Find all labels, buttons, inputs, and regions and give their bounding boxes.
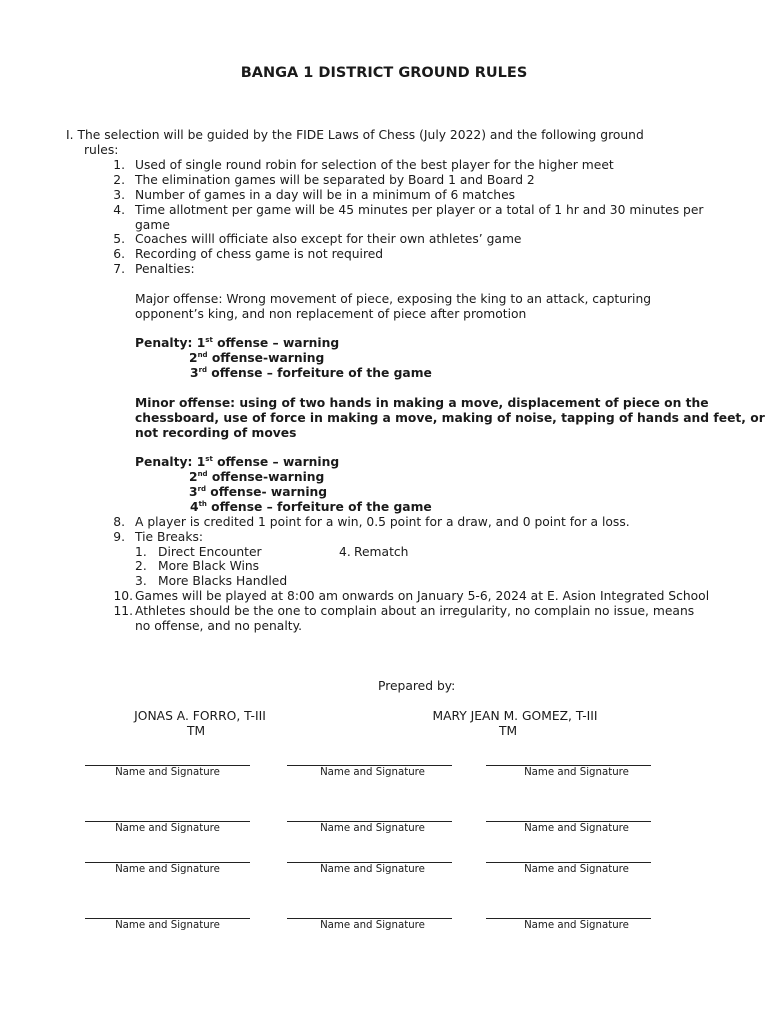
minor-penalty-3: 3rd offense- warning [189, 484, 328, 499]
page-title: BANGA 1 DISTRICT GROUND RULES [240, 65, 528, 81]
tie-break-number: 1. [135, 545, 147, 559]
signature-label: Name and Signature [524, 920, 629, 931]
rule-number: 1. [113, 158, 125, 172]
signature-line [85, 765, 250, 766]
signature-line [85, 862, 250, 863]
rule-text-continued: no offense, and no penalty. [135, 619, 303, 633]
signature-line [85, 821, 250, 822]
signature-label: Name and Signature [524, 767, 629, 778]
preparer-role: TM [498, 724, 518, 738]
signature-line [486, 918, 651, 919]
rule-text: Time allotment per game will be 45 minutes per player or a total of 1 hr and 30 minutes per [135, 203, 704, 217]
minor-penalty-1: Penalty: 1st offense – warning [135, 454, 340, 469]
minor-penalty-2: 2nd offense-warning [189, 469, 325, 484]
signature-line [85, 918, 250, 919]
signature-label: Name and Signature [115, 920, 220, 931]
signature-line [287, 821, 452, 822]
rule-text: Tie Breaks: [135, 530, 204, 544]
rule-number: 11. [113, 604, 133, 618]
signature-label: Name and Signature [524, 823, 629, 834]
signature-label: Name and Signature [320, 920, 425, 931]
rule-number: 9. [113, 530, 125, 544]
rule-text-continued: game [135, 218, 170, 232]
tie-break-number: 2. [135, 559, 147, 573]
minor-penalty-4: 4th offense – forfeiture of the game [190, 499, 432, 514]
signature-line [486, 821, 651, 822]
rule-text: Athletes should be the one to complain about an irregularity, no complain no issue, means [135, 604, 695, 618]
major-penalty-3: 3rd offense – forfeiture of the game [190, 365, 432, 380]
rule-text: Used of single round robin for selection of the best player for the higher meet [135, 158, 614, 172]
major-penalty-2: 2nd offense-warning [189, 350, 325, 365]
minor-offense-line-2: chessboard, use of force in making a move, making of noise, tapping of hands and feet, or [135, 411, 765, 425]
tie-break-number: 4. [339, 545, 351, 559]
tie-break-text: Direct Encounter [158, 545, 262, 559]
signature-label: Name and Signature [115, 767, 220, 778]
preparer-name: JONAS A. FORRO, T-III [134, 709, 266, 723]
signature-line [287, 765, 452, 766]
preparer-role: TM [186, 724, 206, 738]
signature-label: Name and Signature [320, 823, 425, 834]
preparer-name: MARY JEAN M. GOMEZ, T-III [432, 709, 598, 723]
rule-number: 7. [113, 262, 125, 276]
signature-label: Name and Signature [320, 864, 425, 875]
major-offense-line-1: Major offense: Wrong movement of piece, exposing the king to an attack, capturing [135, 292, 652, 306]
tie-break-number: 3. [135, 574, 147, 588]
signature-line [486, 765, 651, 766]
rule-number: 10. [113, 589, 133, 603]
signature-line [486, 862, 651, 863]
signature-label: Name and Signature [115, 823, 220, 834]
signature-line [287, 918, 452, 919]
signature-line [287, 862, 452, 863]
rule-number: 8. [113, 515, 125, 529]
rule-number: 4. [113, 203, 125, 217]
rule-text: Games will be played at 8:00 am onwards on January 5-6, 2024 at E. Asion Integrated School [135, 589, 710, 603]
signature-label: Name and Signature [320, 767, 425, 778]
major-offense-line-2: opponent’s king, and non replacement of piece after promotion [135, 307, 527, 321]
rule-number: 5. [113, 232, 125, 246]
rule-text: The elimination games will be separated by Board 1 and Board 2 [135, 173, 535, 187]
rule-text: Recording of chess game is not required [135, 247, 384, 261]
intro-line-1: I. The selection will be guided by the FIDE Laws of Chess (July 2022) and the following ground [66, 128, 644, 142]
tie-break-text: More Blacks Handled [158, 574, 288, 588]
rule-text: Number of games in a day will be in a minimum of 6 matches [135, 188, 516, 202]
tie-break-text: Rematch [354, 545, 409, 559]
signature-label: Name and Signature [524, 864, 629, 875]
rule-number: 2. [113, 173, 125, 187]
rule-number: 3. [113, 188, 125, 202]
rule-text: A player is credited 1 point for a win, 0.5 point for a draw, and 0 point for a loss. [135, 515, 630, 529]
major-penalty-1: Penalty: 1st offense – warning [135, 335, 340, 350]
minor-offense-line-3: not recording of moves [135, 426, 297, 440]
tie-break-text: More Black Wins [158, 559, 260, 573]
rule-text: Coaches willl officiate also except for their own athletes’ game [135, 232, 522, 246]
signature-label: Name and Signature [115, 864, 220, 875]
rule-number: 6. [113, 247, 125, 261]
prepared-by-label: Prepared by: [378, 679, 456, 693]
intro-line-2: rules: [84, 143, 119, 157]
rule-text: Penalties: [135, 262, 195, 276]
minor-offense-line-1: Minor offense: using of two hands in making a move, displacement of piece on the [135, 396, 709, 410]
